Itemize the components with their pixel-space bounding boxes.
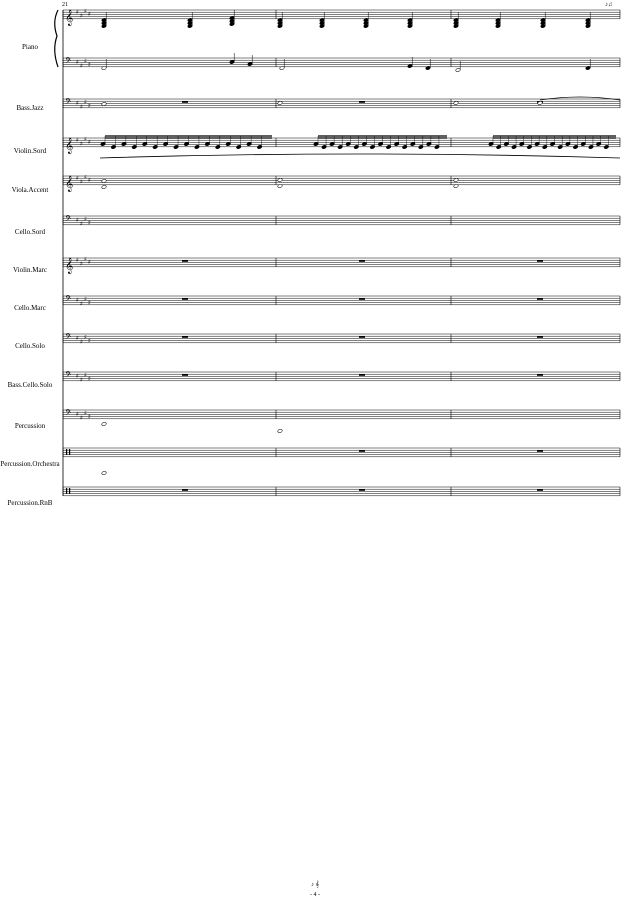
whole-rest	[182, 489, 188, 491]
percussion-note	[101, 471, 106, 476]
treble-clef: 𝄞	[65, 9, 74, 26]
page-number: - 4 -	[310, 892, 320, 898]
sharp-sign: ♯	[88, 139, 91, 147]
instrument-label-cello-marc: Cello.Marc	[14, 304, 46, 312]
treble-clef: 𝄞	[65, 137, 74, 154]
sharp-sign: ♯	[76, 59, 79, 67]
tie	[540, 97, 620, 100]
sharp-sign: ♯	[80, 103, 83, 111]
sharp-sign: ♯	[80, 220, 83, 228]
sharp-sign: ♯	[76, 137, 79, 144]
sharp-sign: ♯	[80, 260, 83, 268]
treble-clef: 𝄞	[65, 175, 74, 192]
whole-rest	[359, 298, 365, 300]
sharp-sign: ♯	[88, 61, 91, 69]
bass-clef: 𝄢	[65, 98, 72, 109]
sharp-sign: ♯	[84, 410, 87, 418]
whole-rest	[537, 374, 543, 376]
measure-number: 21	[62, 2, 68, 8]
whole-rest	[359, 336, 365, 338]
sharp-sign: ♯	[76, 100, 79, 108]
bass-clef: 𝄢	[65, 295, 72, 306]
whole-rest	[537, 336, 543, 338]
sharp-sign: ♯	[84, 296, 87, 304]
instrument-label-viola-accent: Viola.Accent	[11, 186, 49, 194]
bass-clef: 𝄢	[65, 333, 72, 344]
instrument-label-violin-marc: Violin.Marc	[13, 266, 47, 274]
footer-mark: ♪ 𝄞	[310, 882, 320, 888]
treble-clef: 𝄞	[65, 257, 74, 274]
sharp-sign: ♯	[88, 177, 91, 185]
piano-brace	[55, 10, 58, 67]
sharp-sign: ♯	[80, 12, 83, 20]
sharp-sign: ♯	[88, 11, 91, 19]
whole-rest	[182, 260, 188, 262]
whole-rest	[537, 298, 543, 300]
sharp-sign: ♯	[84, 255, 87, 263]
instrument-label-cello-solo: Cello.Solo	[15, 342, 45, 350]
sharp-sign: ♯	[80, 376, 83, 384]
sharp-sign: ♯	[84, 135, 87, 143]
whole-rest	[359, 101, 365, 103]
sharp-sign: ♯	[88, 219, 91, 227]
whole-rest	[359, 489, 365, 491]
sharp-sign: ♯	[76, 373, 79, 381]
percussion-note	[277, 429, 282, 434]
instrument-label-percussion-orchestra: Percussion.Orchestra	[0, 460, 60, 468]
sharp-sign: ♯	[84, 372, 87, 380]
whole-rest	[359, 374, 365, 376]
corner-mark: ♪♫	[605, 2, 613, 8]
sharp-sign: ♯	[80, 414, 83, 422]
sharp-sign: ♯	[88, 413, 91, 421]
whole-rest	[537, 489, 543, 491]
bass-note	[585, 66, 590, 71]
whole-rest	[359, 450, 365, 452]
sharp-sign: ♯	[76, 411, 79, 419]
bass-note	[279, 66, 284, 71]
percussion-clef	[66, 449, 67, 455]
instrument-label-cello-sord: Cello.Sord	[14, 228, 46, 236]
bass-note	[425, 66, 430, 71]
whole-rest	[182, 374, 188, 376]
sharp-sign: ♯	[84, 99, 87, 107]
percussion-note	[101, 422, 106, 427]
sharp-sign: ♯	[76, 335, 79, 343]
held-note	[453, 184, 458, 189]
sharp-sign: ♯	[84, 7, 87, 15]
held-note	[101, 185, 106, 190]
bass-note	[101, 66, 106, 71]
sharp-sign: ♯	[88, 375, 91, 383]
sharp-sign: ♯	[80, 300, 83, 308]
whole-rest	[537, 260, 543, 262]
bass-note	[455, 68, 460, 73]
sharp-sign: ♯	[76, 217, 79, 225]
instrument-label-piano: Piano	[22, 43, 38, 51]
whole-rest	[182, 336, 188, 338]
instrument-label-violin-sord: Violin.Sord	[13, 147, 47, 155]
instrument-label-percussion-rnb: Percussion.RnB	[7, 499, 53, 507]
bass-clef: 𝄢	[65, 57, 72, 68]
sharp-sign: ♯	[88, 102, 91, 110]
sharp-sign: ♯	[88, 259, 91, 267]
instrument-label-bass-cello-solo: Bass.Cello.Solo	[7, 381, 53, 389]
held-note	[277, 184, 282, 189]
whole-rest	[537, 450, 543, 452]
bass-clef: 𝄢	[65, 215, 72, 226]
sharp-sign: ♯	[88, 299, 91, 307]
sharp-sign: ♯	[88, 337, 91, 345]
sharp-sign: ♯	[80, 178, 83, 186]
sharp-sign: ♯	[80, 140, 83, 148]
sharp-sign: ♯	[76, 9, 79, 16]
sharp-sign: ♯	[84, 334, 87, 342]
instrument-label-bass-jazz: Bass.Jazz	[16, 104, 44, 112]
percussion-clef	[66, 488, 67, 494]
sharp-sign: ♯	[84, 216, 87, 224]
whole-rest	[359, 260, 365, 262]
slur	[100, 154, 620, 158]
sharp-sign: ♯	[76, 297, 79, 305]
bass-clef: 𝄢	[65, 409, 72, 420]
instrument-label-percussion: Percussion	[14, 422, 46, 430]
sharp-sign: ♯	[76, 257, 79, 264]
sharp-sign: ♯	[80, 338, 83, 346]
sharp-sign: ♯	[84, 58, 87, 66]
sharp-sign: ♯	[84, 173, 87, 181]
whole-rest	[182, 298, 188, 300]
sharp-sign: ♯	[76, 175, 79, 182]
percussion-clef	[69, 449, 70, 455]
percussion-clef	[69, 488, 70, 494]
whole-rest	[182, 101, 188, 103]
sharp-sign: ♯	[80, 62, 83, 70]
bass-clef: 𝄢	[65, 371, 72, 382]
